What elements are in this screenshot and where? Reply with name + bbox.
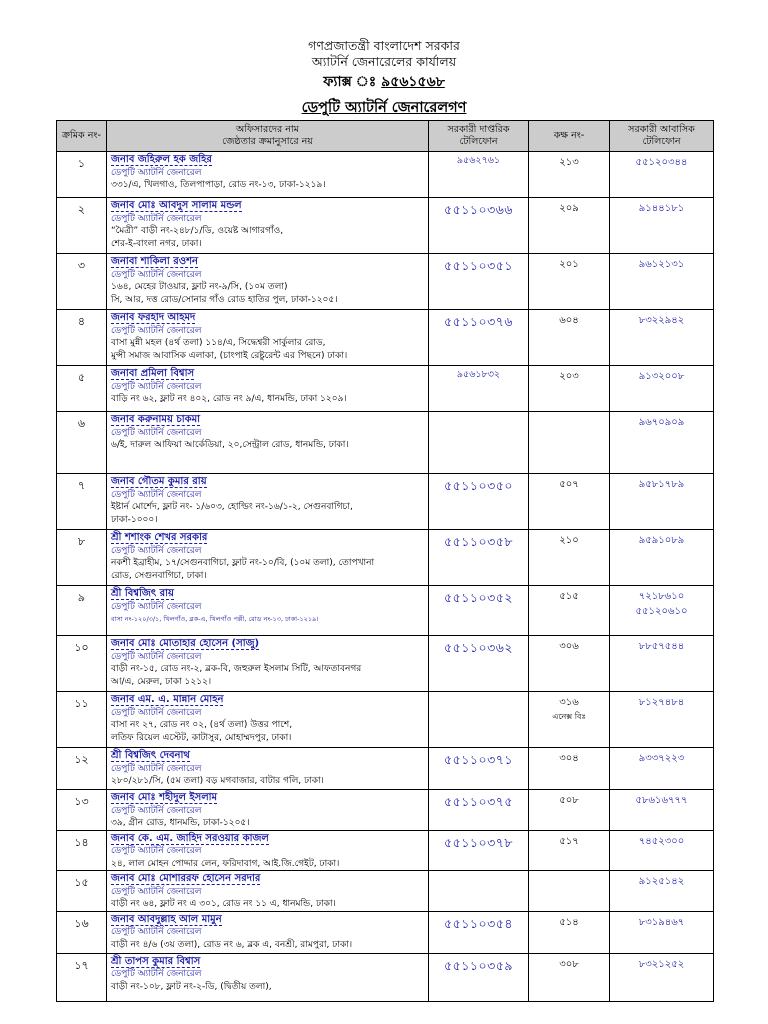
residence-phone-cell: [610, 911, 714, 953]
table-row: [57, 586, 714, 636]
residence-phone: ৮৩১৯৪৬৭: [638, 916, 685, 928]
officer-designation: ডেপুটি অ্যাটর্নি জেনারেল: [111, 167, 202, 178]
office-title: অ্যাটর্নি জেনারেলের কার্যালয়: [311, 54, 457, 69]
officer-designation: ডেপুটি অ্যাটর্নি জেনারেল: [111, 545, 202, 556]
serial-cell: ১৭: [57, 953, 107, 1001]
officer-address: ১৬৪, মেহের টাওয়ার, ফ্লাট নং-৯/সি, (১০ম তলা): [111, 282, 288, 292]
residence-phone: ৭২১৮৬১০: [638, 591, 685, 602]
table-row: [57, 310, 714, 366]
officer-address: ২৪, লাল মোহন পোদ্দার লেন, ফরিদাবাগ, আই.জি.গেইট, ঢাকা।: [111, 858, 340, 869]
col-header-name-line1: অফিসারদের নাম: [236, 124, 299, 135]
room-cell: [529, 692, 610, 748]
room-number: ৫০৮: [559, 795, 579, 806]
serial-cell: ১৪: [57, 830, 107, 871]
residence-phone: ৯৫৯১০৮৯: [638, 535, 685, 546]
residence-phone-cell: [610, 953, 714, 1001]
room-number: ৫১৭: [559, 835, 579, 847]
table-row: [57, 254, 714, 310]
officer-name: জনাব মোঃ আবদুস সালাম মন্ডল: [111, 200, 242, 211]
room-cell: [529, 748, 610, 790]
officer-cell: [107, 310, 429, 366]
table-row: [57, 692, 714, 748]
officer-designation: ডেপুটি অ্যাটর্নি জেনারেল: [111, 489, 202, 500]
residence-phone: ৯১৩২০০৮: [638, 371, 685, 382]
officer-name: জনাব কে. এম. জাহিদ সরওয়ার কাজল: [111, 832, 269, 844]
officer-address: ৩৯, গ্রীন রোড, ধানমন্ডি, ঢাকা-১২০৫।: [111, 818, 250, 828]
room-number: ২১০: [559, 535, 579, 546]
col-header-serial: ক্রমিক নং-: [57, 121, 107, 152]
officer-address: নকশী ইব্রাহীম, ১৭/সেগুনবাগিচা, ফ্লাট নং-১০/বি, (১০ম তলা), তোপখানা: [111, 558, 375, 568]
office-phone-cell: ৫৫১১০৩৭১: [429, 748, 529, 790]
office-phone-cell: ৫৫১১০৩৫৯: [429, 953, 529, 1001]
officer-designation: ডেপুটি অ্যাটর্নি জেনারেল: [111, 846, 202, 856]
officer-designation: ডেপুটি অ্যাটর্নি জেনারেল: [111, 707, 202, 718]
officer-designation: ডেপুটি অ্যাটর্নি জেনারেল: [111, 381, 202, 392]
officer-cell: [107, 636, 429, 692]
table-body: [57, 152, 714, 1002]
col-header-residence-phone: সরকারী আবাসিক টেলিফোন: [610, 121, 714, 152]
table-row: [57, 152, 714, 198]
officer-address: বাড়ী নং-১০৮, ফ্লাট নং-২-ডি, (দ্বিতীয় তলা),: [111, 981, 272, 992]
officer-designation: ডেপুটি অ্যাটর্নি জেনারেল: [111, 886, 202, 897]
office-phone-cell: ৫৫১১০৩৫২: [429, 586, 529, 636]
officer-cell: [107, 830, 429, 871]
residence-phone: ৮৩২২৯৪২: [638, 315, 685, 326]
office-phone-cell: ৫৫১১০৩৫১: [429, 254, 529, 310]
officer-name: জনাব মোঃ শহীদুল ইসলাম: [111, 792, 218, 803]
officer-name: জনাব এম. এ. মান্নান মোহন: [111, 694, 224, 705]
officer-cell: [107, 254, 429, 310]
serial-cell: ১০: [57, 636, 107, 692]
room-number: ২০১: [559, 259, 579, 270]
serial-cell: ১১: [57, 692, 107, 748]
officer-address: বাসা নং ২৭, রোড নং ০২, (৪র্থ তলা) উত্তর পাশে,: [111, 720, 293, 730]
office-phone-cell: [429, 692, 529, 748]
serial-cell: ১৬: [57, 911, 107, 953]
officer-cell: [107, 871, 429, 912]
officer-address: ৩৩১/এ, খিলগাও, তিলপাপাড়া, রোড নং-১৩, ঢাকা-১২১৯।: [111, 180, 326, 190]
room-note: এনেক্স বিঃ: [552, 712, 586, 721]
office-phone-cell: ৫৫১১০৩৫০: [429, 474, 529, 530]
residence-phone: ৮৩২১২৫২: [638, 958, 685, 970]
room-cell: [529, 152, 610, 198]
room-cell: [529, 830, 610, 871]
officer-designation: ডেপুটি অ্যাটর্নি জেনারেল: [111, 651, 202, 662]
room-number: ৫১৫: [559, 591, 579, 602]
serial-cell: ১২: [57, 748, 107, 790]
room-number: ২০৩: [559, 371, 579, 382]
serial-cell: ৭: [57, 474, 107, 530]
table-row: [57, 830, 714, 871]
officer-designation: ডেপুটি অ্যাটর্নি জেনারেল: [111, 763, 202, 774]
residence-phone: ৮১২৭৪৮৪: [638, 697, 685, 708]
officer-cell: [107, 530, 429, 586]
office-phone-cell: ৫৫১১০৩৭৫: [429, 790, 529, 831]
officer-name: শ্রী শশাংক শেখর সরকার: [111, 532, 208, 543]
residence-phone: ৯১২৫১৪২: [638, 876, 685, 887]
section-title: ডেপুটি অ্যাটর্নি জেনারেলগণ: [301, 100, 467, 116]
officer-address-line2: মুন্সী সমাজ আবাসিক এলাকা, (চাংপাই রেষ্টুরেন্ট এর পিছনে) ঢাকা।: [111, 350, 348, 361]
residence-phone: ৮৮৫৭৫৪৪: [638, 641, 685, 652]
residence-phone: ৯৬৭০৯০৯: [638, 417, 685, 428]
table-row: [57, 953, 714, 1001]
officer-name: জনাব গৌতম কুমার রায়: [111, 476, 207, 487]
table-row: [57, 748, 714, 790]
serial-cell: ৪: [57, 310, 107, 366]
room-number: ৩১৬: [559, 697, 579, 708]
table-row: [57, 530, 714, 586]
govt-title: গণপ্রজাতন্ত্রী বাংলাদেশ সরকার: [308, 38, 460, 53]
officer-designation: ডেপুটি অ্যাটর্নি জেনারেল: [111, 805, 202, 816]
room-cell: [529, 871, 610, 912]
officer-designation: ডেপুটি অ্যাটর্নি জেনারেল: [111, 269, 202, 280]
table-row: [57, 412, 714, 474]
officer-cell: [107, 198, 429, 254]
officer-address: বাড়ি নং ৬২, ফ্লাট নং ৪০২, রোড নং ৯/এ, ধানমন্ডি, ঢাকা ১২০৯।: [111, 394, 347, 404]
office-phone-cell: [429, 412, 529, 474]
table-row: [57, 636, 714, 692]
officer-cell: [107, 692, 429, 748]
room-cell: [529, 530, 610, 586]
officer-address: বাড়ী নং ৬৪, ফ্লাট নং এ ৩০১, রোড নং ১১ এ, ধানমন্ডি, ঢাকা।: [111, 899, 336, 909]
officer-address-line2: শের-ই-বাংলা নগর, ঢাকা।: [111, 238, 202, 249]
serial-cell: ৬: [57, 412, 107, 474]
officer-designation: ডেপুটি অ্যাটর্নি জেনারেল: [111, 601, 202, 612]
residence-phone-cell: [610, 692, 714, 748]
residence-phone-cell: [610, 254, 714, 310]
officer-name: জনাব করুনাময় চাকমা: [111, 414, 201, 425]
officer-address: বাসা নং-১২০/৩/১, খিলগাঁও, ব্লক-এ, খিলগাঁও পল্লী, রোড নং-১৩, ঢাকা-১২১৯।: [111, 615, 319, 623]
officer-name: জনাব মোঃ মোশাররফ হোসেন সরদার: [111, 873, 261, 884]
officer-name: শ্রী তাপস কুমার বিশ্বাস: [111, 955, 201, 967]
officer-address-line2: সি, আর, দত্ত রোড/সোনার গাঁও রোড হাতির পুল, ঢাকা-১২০৫।: [111, 294, 338, 305]
officer-name: শ্রী বিশ্বজিৎ দেবনাথ: [111, 750, 190, 761]
table-row: [57, 911, 714, 953]
table-row: [57, 871, 714, 912]
officer-name: শ্রী বিশ্বজিৎ রায়: [111, 588, 174, 599]
room-cell: [529, 953, 610, 1001]
residence-phone-cell: [610, 871, 714, 912]
officer-address: বাসা মুন্নী মহল (৪র্থ তলা) ১১৪/এ, সিদ্ধেশ্বরী সার্কুলার রোড,: [111, 338, 326, 348]
room-number: ৫০৭: [559, 479, 579, 490]
serial-cell: ২: [57, 198, 107, 254]
fax-line: [0, 70, 768, 94]
residence-phone: ৭৪৫২৩০০: [638, 835, 685, 847]
officer-address-line2: ঢাকা-১০০০।: [111, 514, 158, 525]
residence-phone-cell: [610, 474, 714, 530]
serial-cell: ৯: [57, 586, 107, 636]
fax-label: ফ্যাক্স ঃ: [323, 74, 377, 90]
officer-address-line2: রোড, সেগুনবাগিচা, ঢাকা।: [111, 570, 207, 581]
residence-phone-cell: [610, 310, 714, 366]
officer-address: “মৈত্রী” বাড়ী নং-২৪৮/১/ডি, ওয়েষ্ট আগারগাঁও,: [111, 226, 284, 236]
officer-address: বাড়ী নং ৪/৬ (৩য় তলা), রোড নং ৬, ব্লক এ, বনশ্রী, রামপুরা, ঢাকা।: [111, 939, 353, 950]
room-number: ৩০৬: [559, 641, 579, 652]
serial-cell: ৮: [57, 530, 107, 586]
room-cell: [529, 911, 610, 953]
residence-phone: ৯৩৩৭২২৩: [638, 753, 685, 764]
room-cell: [529, 586, 610, 636]
officer-designation: ডেপুটি অ্যাটর্নি জেনারেল: [111, 427, 202, 438]
officer-address: ২৮০/২৮১/সি, (৫ম তলা) বড় মগবাজার, বাটার গলি, ঢাকা।: [111, 776, 324, 786]
office-phone-cell: ৫৫১১০৩৫৪: [429, 911, 529, 953]
residence-phone-2: ৫৫১২০৬১০: [635, 606, 688, 617]
room-cell: [529, 790, 610, 831]
office-phone-cell: [429, 871, 529, 912]
table-row: [57, 790, 714, 831]
residence-phone: ৯৬১২১৩১: [638, 259, 685, 270]
officer-cell: [107, 790, 429, 831]
officer-name: জনাব মোঃ মোতাহার হোসেন (সাজু): [111, 638, 260, 649]
residence-phone: ৫৮৬১৬৭৭৭: [635, 795, 688, 806]
officer-address: ইষ্টার্ন মোর্শেদ, ফ্লাট নং- ১/৬০৩, হোল্ডিং নং-১৬/১-২, সেগুনবাগিচা,: [111, 502, 353, 512]
serial-cell: ১: [57, 152, 107, 198]
col-header-name-line2: জেষ্ঠতার ক্রমানুসারে নয়: [222, 136, 313, 147]
col-header-name: [107, 121, 429, 152]
office-phone-cell: ৫৫১১০৩৭৬: [429, 310, 529, 366]
room-number: ৩০৮: [559, 958, 579, 970]
serial-cell: ১৫: [57, 871, 107, 912]
residence-phone-cell: [610, 636, 714, 692]
officer-designation: ডেপুটি অ্যাটর্নি জেনারেল: [111, 969, 202, 979]
room-cell: [529, 636, 610, 692]
office-phone-cell: ৯৫৬১৮৩২: [429, 366, 529, 412]
residence-phone: ৯১৪৪১৮১: [638, 203, 685, 214]
officer-name: জনাব আবদুল্লাহ আল মামুন: [111, 913, 222, 925]
residence-phone-cell: [610, 198, 714, 254]
residence-phone-cell: [610, 530, 714, 586]
room-cell: [529, 366, 610, 412]
officer-designation: ডেপুটি অ্যাটর্নি জেনারেল: [111, 213, 202, 224]
residence-phone-cell: [610, 748, 714, 790]
officer-name: জনাব জহিরুল হক জহির: [111, 154, 212, 165]
serial-cell: ১৩: [57, 790, 107, 831]
officer-name: জনাবা শাকিলা রওশন: [111, 256, 199, 267]
office-phone-cell: ৯৫৬২৭৬১: [429, 152, 529, 198]
office-phone-cell: ৫৫১১০৩৬৬: [429, 198, 529, 254]
room-number: ২১৩: [559, 157, 579, 168]
officer-name: জনাব ফরহাদ আহমদ: [111, 312, 196, 323]
officer-cell: [107, 748, 429, 790]
room-number: ৩০৪: [559, 753, 579, 764]
residence-phone-cell: [610, 366, 714, 412]
officer-address-line2: আ/এ, মেরুল, ঢাকা ১২১২।: [111, 676, 212, 687]
room-cell: [529, 254, 610, 310]
serial-cell: ৩: [57, 254, 107, 310]
table-row: [57, 474, 714, 530]
col-header-room: কক্ষ নং-: [529, 121, 610, 152]
officer-cell: [107, 911, 429, 953]
officers-table: [56, 120, 714, 1002]
room-number: ৫১৪: [559, 916, 579, 928]
residence-phone-cell: [610, 586, 714, 636]
residence-phone-cell: [610, 152, 714, 198]
officer-cell: [107, 474, 429, 530]
officer-cell: [107, 412, 429, 474]
residence-phone-cell: [610, 790, 714, 831]
residence-phone-cell: [610, 412, 714, 474]
officer-address: বাড়ী নং-১৫, রোড নং-২, ব্লক-বি, জহুরুল ইসলাম সিটি, আফতাবনগর: [111, 664, 362, 674]
room-cell: [529, 474, 610, 530]
officer-cell: [107, 152, 429, 198]
table-row: [57, 366, 714, 412]
officer-designation: ডেপুটি অ্যাটর্নি জেনারেল: [111, 325, 202, 336]
residence-phone: ৯৫৮১৭৮৯: [638, 479, 685, 490]
officer-cell: [107, 953, 429, 1001]
officer-cell: [107, 366, 429, 412]
officer-designation: ডেপুটি অ্যাটর্নি জেনারেল: [111, 927, 202, 937]
col-header-office-phone: সরকারী দাপ্তরিক টেলিফোন: [429, 121, 529, 152]
room-number: ৬০৪: [559, 315, 579, 326]
room-cell: [529, 310, 610, 366]
table-header-row: [57, 121, 714, 152]
room-cell: [529, 198, 610, 254]
residence-phone: ৫৫১২০৩৪৪: [635, 157, 688, 168]
residence-phone-cell: [610, 830, 714, 871]
room-number: ২০৯: [559, 203, 579, 214]
office-phone-cell: ৫৫১১০৩৭৮: [429, 830, 529, 871]
serial-cell: ৫: [57, 366, 107, 412]
officer-cell: [107, 586, 429, 636]
table-row: [57, 198, 714, 254]
officer-address: ৬/ই, দারুল আফিয়া আর্কেডিয়া, ২০,সেন্ট্রাল রোড, ধানমন্ডি, ঢাকা।: [111, 440, 349, 450]
officer-name: জনাবা প্রমিলা বিশ্বাস: [111, 368, 195, 379]
fax-number: ৯৫৬১৫৬৮: [381, 74, 445, 90]
officer-address-line2: লতিফ রিয়েল এস্টেট, কাটাসুর, মোহাম্মদপুর, ঢাকা।: [111, 732, 292, 743]
room-cell: [529, 412, 610, 474]
office-phone-cell: ৫৫১১০৩৬২: [429, 636, 529, 692]
office-phone-cell: ৫৫১১০৩৫৮: [429, 530, 529, 586]
